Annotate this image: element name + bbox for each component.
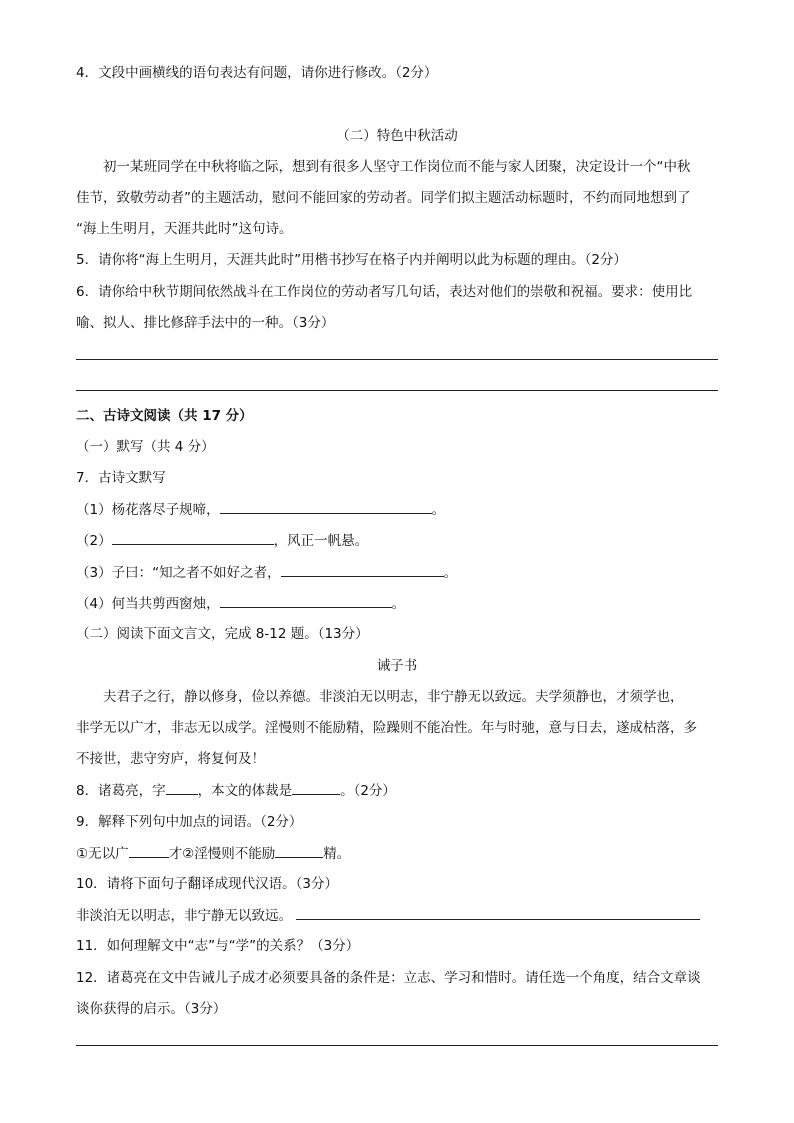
poem-line-2 — [76, 530, 368, 551]
question-11: 11．如何理解文中“志”与“学”的关系？（3分） — [76, 938, 360, 954]
question-8 — [76, 780, 396, 801]
answer-line[interactable] — [76, 390, 718, 391]
question-8-text: ，本文的体裁是 — [197, 783, 293, 799]
answer-blank[interactable] — [296, 905, 700, 920]
fill-blank[interactable] — [220, 593, 392, 608]
poem-line-4 — [76, 593, 405, 614]
poem-line-1-prefix: （1）杨花落尽子规啼， — [76, 502, 220, 518]
classical-text-line-3: 不接世，悲守穷庐，将复何及！ — [76, 751, 265, 767]
question-5: 5．请你将“海上生明月，天涯共此时”用楷书抄写在格子内并阐明以此为标题的理由。（2分） — [76, 252, 627, 268]
fill-blank[interactable] — [220, 499, 432, 514]
classical-text-line-2: 非学无以广才，非志无以成学。淫慢则不能励精，险躁则不能冶性。年与时驰，意与日去，遂成枯落，多 — [76, 720, 697, 736]
poem-line-3 — [76, 562, 457, 583]
fill-blank[interactable] — [166, 780, 198, 795]
fill-blank[interactable] — [292, 780, 340, 795]
question-9-item-text: ①无以广 — [76, 846, 129, 862]
fill-blank[interactable] — [275, 843, 323, 858]
question-7: 7．古诗文默写 — [76, 470, 166, 486]
poem-line-3-suffix: 。 — [443, 565, 458, 581]
poem-line-2-suffix: ，风正一帆悬。 — [273, 533, 369, 549]
question-9: 9．解释下列句中加点的词语。（2分） — [76, 814, 303, 830]
fill-blank[interactable] — [281, 562, 444, 577]
paragraph-line-3: “海上生明月，天涯共此时”这句诗。 — [76, 221, 293, 237]
section-title-mid-autumn: （二）特色中秋活动 — [336, 128, 458, 144]
question-6-line-1: 6．请你给中秋节期间依然战斗在工作岗位的劳动者写几句话，表达对他们的崇敬和祝福。要求：使用比 — [76, 284, 693, 300]
paragraph-line-1: 初一某班同学在中秋将临之际，想到有很多人坚守工作岗位而不能与家人团聚，决定设计一个“中秋 — [103, 159, 691, 175]
poem-line-3-prefix: （3）子曰：“知之者不如好之者， — [76, 565, 281, 581]
question-10: 10．请将下面句子翻译成现代汉语。（3分） — [76, 876, 339, 892]
question-10-sentence — [76, 905, 700, 926]
subsection-classical-reading: （二）阅读下面文言文，完成 8-12 题。（13分） — [76, 626, 369, 642]
question-8-text: 8．诸葛亮，字 — [76, 783, 166, 799]
question-9-items — [76, 843, 350, 864]
text-title: 诫子书 — [376, 658, 418, 674]
sentence-to-translate: 非淡泊无以明志，非宁静无以致远。 — [76, 908, 292, 924]
answer-line[interactable] — [76, 359, 718, 360]
question-12-line-2: 谈你获得的启示。（3分） — [76, 1001, 227, 1017]
question-12-line-1: 12．诸葛亮在文中告诫儿子成才必须要具备的条件是：立志、学习和惜时。请任选一个角度，结合文章谈 — [76, 970, 701, 986]
poem-line-1-suffix: 。 — [431, 502, 446, 518]
answer-line[interactable] — [76, 1045, 718, 1046]
question-4: 4．文段中画横线的语句表达有问题，请你进行修改。（2分） — [76, 65, 438, 81]
question-9-item-text: 精。 — [323, 846, 351, 862]
part-2-heading: 二、古诗文阅读（共 17 分） — [76, 408, 253, 424]
poem-line-4-suffix: 。 — [391, 596, 406, 612]
question-9-item-text: 才②淫慢则不能励 — [168, 846, 276, 862]
subsection-dictation: （一）默写（共 4 分） — [76, 439, 215, 455]
poem-line-4-prefix: （4）何当共剪西窗烛， — [76, 596, 220, 612]
question-8-text: 。（2分） — [340, 783, 396, 799]
paragraph-line-2: 佳节，致敬劳动者”的主题活动，慰问不能回家的劳动者。同学们拟主题活动标题时，不约而同地想到了 — [76, 190, 691, 206]
classical-text-line-1: 夫君子之行，静以修身，俭以养德。非淡泊无以明志，非宁静无以致远。夫学须静也，才须学也， — [103, 689, 684, 705]
question-6-line-2: 喻、拟人、排比修辞手法中的一种。（3分） — [76, 315, 335, 331]
fill-blank[interactable] — [112, 530, 274, 545]
poem-line-1 — [76, 499, 445, 520]
poem-line-2-prefix: （2） — [76, 533, 112, 549]
fill-blank[interactable] — [129, 843, 169, 858]
